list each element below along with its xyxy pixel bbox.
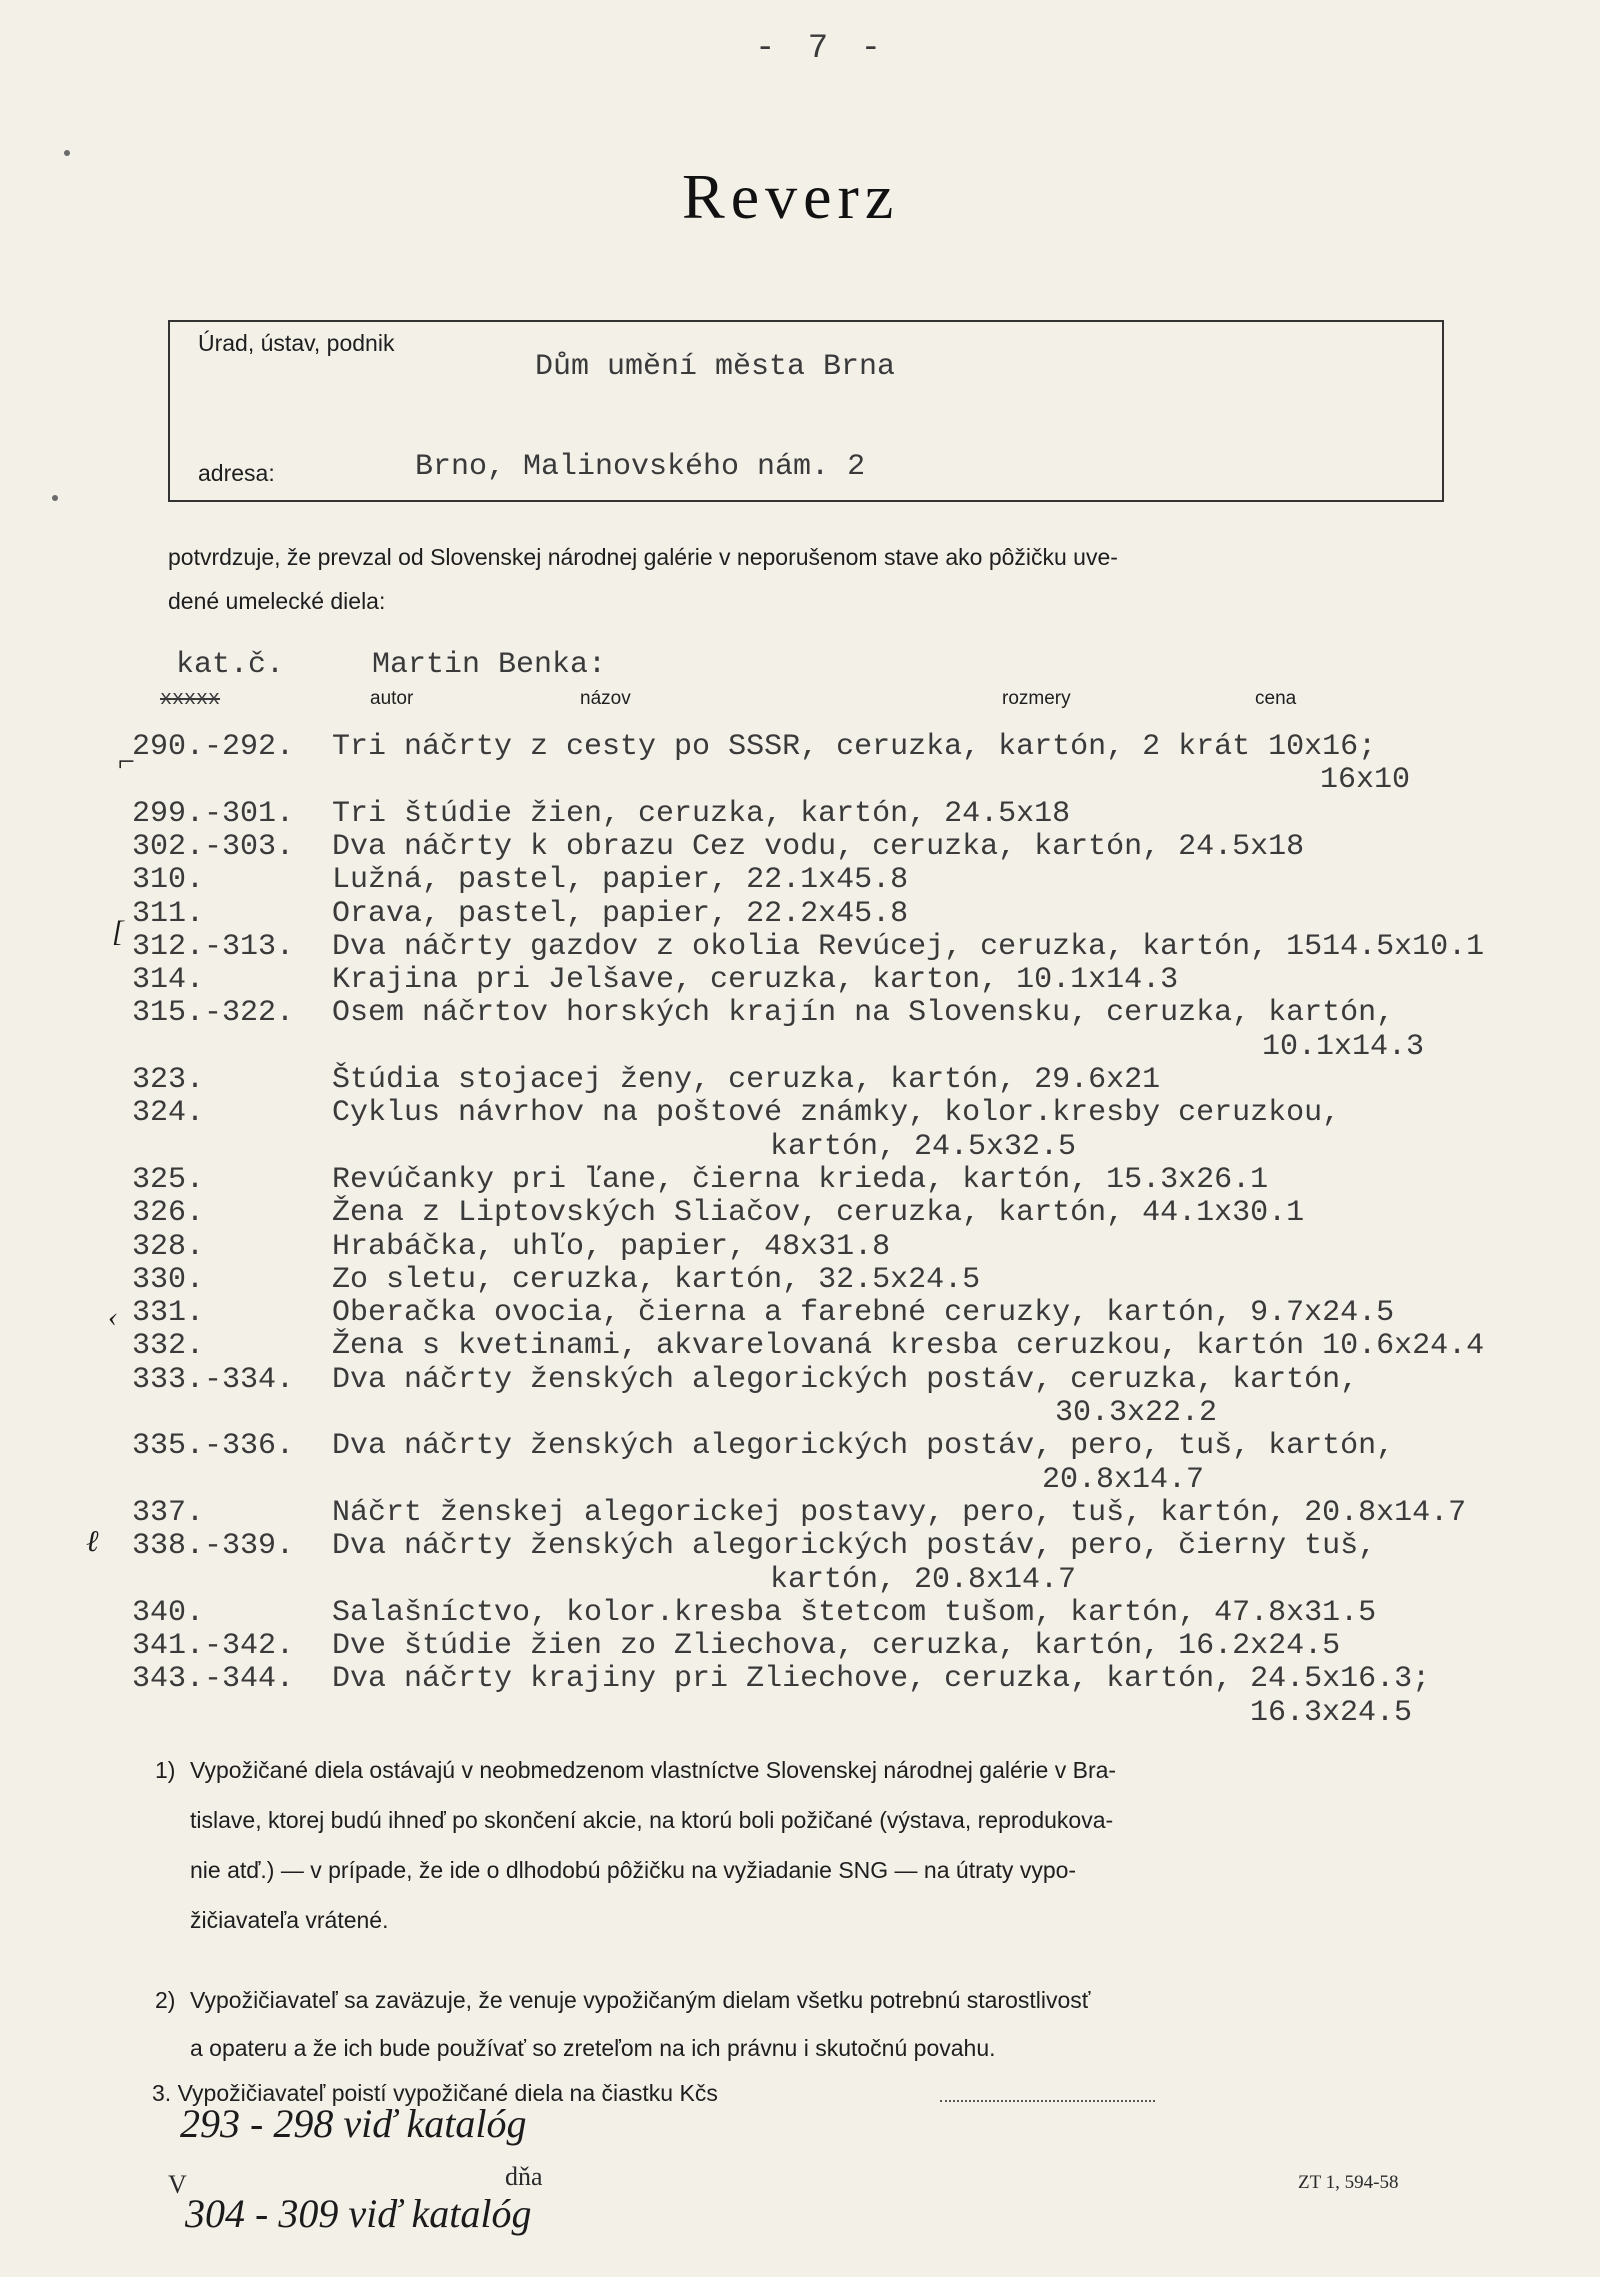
- artist-name: Martin Benka:: [372, 648, 607, 682]
- work-description: Dva náčrty ženských alegorických postáv, ceruzka, kartón,: [332, 1362, 1359, 1397]
- tick-mark: ℓ: [86, 1525, 99, 1558]
- org-label: Úrad, ústav, podnik: [198, 330, 395, 356]
- work-description-continued: 20.8x14.7: [1042, 1462, 1205, 1497]
- work-description: Dva náčrty k obrazu Cez vodu, ceruzka, kartón, 24.5x18: [332, 829, 1305, 864]
- work-catalog-number: 337.: [132, 1495, 205, 1530]
- paper-speck: [52, 495, 58, 501]
- work-catalog-number: 324.: [132, 1096, 205, 1131]
- work-catalog-number: 333.-334.: [132, 1362, 295, 1397]
- work-catalog-number: 326.: [132, 1196, 205, 1231]
- struck-out-text: xxxxx: [160, 688, 221, 711]
- note-1-line-4: žičiavateľa vrátené.: [190, 1907, 389, 1933]
- org-value: Dům umění města Brna: [535, 350, 896, 384]
- work-description: Salašníctvo, kolor.kresba štetcom tušom, kartón, 47.8x31.5: [332, 1595, 1377, 1630]
- work-description: Žena z Liptovských Sliačov, ceruzka, kartón, 44.1x30.1: [332, 1196, 1305, 1231]
- work-description: Náčrt ženskej alegorickej postavy, pero, tuš, kartón, 20.8x14.7: [332, 1495, 1467, 1530]
- work-catalog-number: 310.: [132, 863, 205, 898]
- tick-mark: [: [112, 915, 124, 948]
- work-description: Zo sletu, ceruzka, kartón, 32.5x24.5: [332, 1262, 981, 1297]
- work-catalog-number: 338.-339.: [132, 1529, 295, 1564]
- work-description: Krajina pri Jelšave, ceruzka, karton, 10.1x14.3: [332, 963, 1179, 998]
- header-box: [168, 320, 1444, 502]
- work-catalog-number: 325.: [132, 1162, 205, 1197]
- work-catalog-number: 340.: [132, 1595, 205, 1630]
- note-1-line-3: nie atď.) — v prípade, že ide o dlhodobú pôžičku na vyžiadanie SNG — na útraty vypo-: [190, 1857, 1077, 1883]
- work-catalog-number: 290.-292.: [132, 730, 295, 764]
- work-description: Dva náčrty ženských alegorických postáv, pero, tuš, kartón,: [332, 1429, 1395, 1464]
- page-number: - 7 -: [755, 30, 888, 68]
- note-3: 3. Vypožičiavateľ poistí vypožičané diela na čiastku Kčs: [152, 2080, 718, 2106]
- work-catalog-number: 328.: [132, 1229, 205, 1264]
- work-catalog-number: 323.: [132, 1063, 205, 1097]
- catalog-label: kat.č.: [176, 648, 285, 682]
- amount-dotted-line: [940, 2100, 1155, 2102]
- column-price: cena: [1255, 688, 1297, 709]
- address-value: Brno, Malinovského nám. 2: [415, 450, 866, 484]
- tick-mark: ‹: [108, 1300, 118, 1333]
- column-size: rozmery: [1002, 688, 1071, 709]
- work-description-continued: 16x10: [1320, 763, 1411, 798]
- work-description: Osem náčrtov horských krajín na Slovensku, ceruzka, kartón,: [332, 996, 1395, 1031]
- work-description: Žena s kvetinami, akvarelovaná kresba ceruzkou, kartón 10.6x24.4: [332, 1329, 1485, 1364]
- intro-line-1: potvrdzuje, že prevzal od Slovenskej národnej galérie v neporušenom stave ako pôžičku uve-: [168, 544, 1118, 570]
- work-description: Dva náčrty gazdov z okolia Revúcej, ceruzka, kartón, 1514.5x10.1: [332, 929, 1485, 964]
- work-catalog-number: 341.-342.: [132, 1629, 295, 1664]
- work-catalog-number: 311.: [132, 896, 205, 931]
- work-description: Hrabáčka, uhľo, papier, 48x31.8: [332, 1229, 891, 1264]
- note-2-number: 2): [155, 1987, 176, 2013]
- work-description: Oberačka ovocia, čierna a farebné ceruzky, kartón, 9.7x24.5: [332, 1296, 1395, 1331]
- work-catalog-number: 331.: [132, 1296, 205, 1331]
- work-description: Dva náčrty krajiny pri Zliechove, ceruzka, kartón, 24.5x16.3;: [332, 1662, 1431, 1697]
- work-description: Cyklus návrhov na poštové známky, kolor.kresby ceruzkou,: [332, 1096, 1341, 1131]
- work-catalog-number: 314.: [132, 963, 205, 998]
- note-1-line-1: Vypožičané diela ostávajú v neobmedzenom vlastníctve Slovenskej národnej galérie v Bra-: [190, 1757, 1117, 1783]
- form-code: ZT 1, 594-58: [1298, 2172, 1399, 2193]
- column-title: názov: [580, 688, 631, 709]
- work-description-continued: 30.3x22.2: [1055, 1396, 1218, 1430]
- work-catalog-number: 335.-336.: [132, 1429, 295, 1464]
- document-title: Reverz: [682, 161, 900, 232]
- work-description: Tri štúdie žien, ceruzka, kartón, 24.5x18: [332, 796, 1071, 831]
- work-description-continued: kartón, 20.8x14.7: [770, 1562, 1077, 1597]
- tick-mark: ⌐: [116, 745, 137, 778]
- work-catalog-number: 343.-344.: [132, 1662, 295, 1697]
- work-catalog-number: 299.-301.: [132, 796, 295, 831]
- column-author: autor: [370, 688, 414, 709]
- work-catalog-number: 315.-322.: [132, 996, 295, 1031]
- handwritten-note-2: 304 - 309 viď katalóg: [185, 2191, 532, 2236]
- paper-speck: [64, 150, 70, 156]
- work-description: Orava, pastel, papier, 22.2x45.8: [332, 896, 909, 931]
- work-catalog-number: 332.: [132, 1329, 205, 1364]
- header-divider: [168, 500, 1444, 502]
- work-catalog-number: 312.-313.: [132, 929, 295, 964]
- note-1-line-2: tislave, ktorej budú ihneď po skončení akcie, na ktorú boli požičané (výstava, reprodukova-: [190, 1807, 1114, 1833]
- intro-line-2: dené umelecké diela:: [168, 588, 386, 614]
- place-label: V: [168, 2170, 187, 2199]
- work-description: Tri náčrty z cesty po SSSR, ceruzka, kartón, 2 krát 10x16;: [332, 730, 1377, 764]
- work-description-continued: 10.1x14.3: [1262, 1029, 1425, 1064]
- work-catalog-number: 330.: [132, 1262, 205, 1297]
- note-2-line-1: Vypožičiavateľ sa zaväzuje, že venuje vypožičaným dielam všetku potrebnú starostlivosť: [190, 1987, 1091, 2013]
- note-2-line-2: a opateru a že ich bude používať so zreteľom na ich právnu i skutočnú povahu.: [190, 2035, 996, 2061]
- work-description-continued: 16.3x24.5: [1250, 1695, 1413, 1730]
- work-catalog-number: 302.-303.: [132, 829, 295, 864]
- work-description: Dva náčrty ženských alegorických postáv, pero, čierny tuš,: [332, 1529, 1377, 1564]
- note-1-number: 1): [155, 1757, 176, 1783]
- work-description: Dve štúdie žien zo Zliechova, ceruzka, kartón, 16.2x24.5: [332, 1629, 1341, 1664]
- work-description: Revúčanky pri ľane, čierna krieda, kartón, 15.3x26.1: [332, 1162, 1269, 1197]
- date-label: dňa: [505, 2162, 543, 2191]
- work-description: Štúdia stojacej ženy, ceruzka, kartón, 29.6x21: [332, 1063, 1161, 1097]
- work-description: Lužná, pastel, papier, 22.1x45.8: [332, 863, 909, 898]
- handwritten-note-1: 293 - 298 viď katalóg: [180, 2101, 527, 2146]
- address-label: adresa:: [198, 460, 275, 486]
- work-description-continued: kartón, 24.5x32.5: [770, 1129, 1077, 1164]
